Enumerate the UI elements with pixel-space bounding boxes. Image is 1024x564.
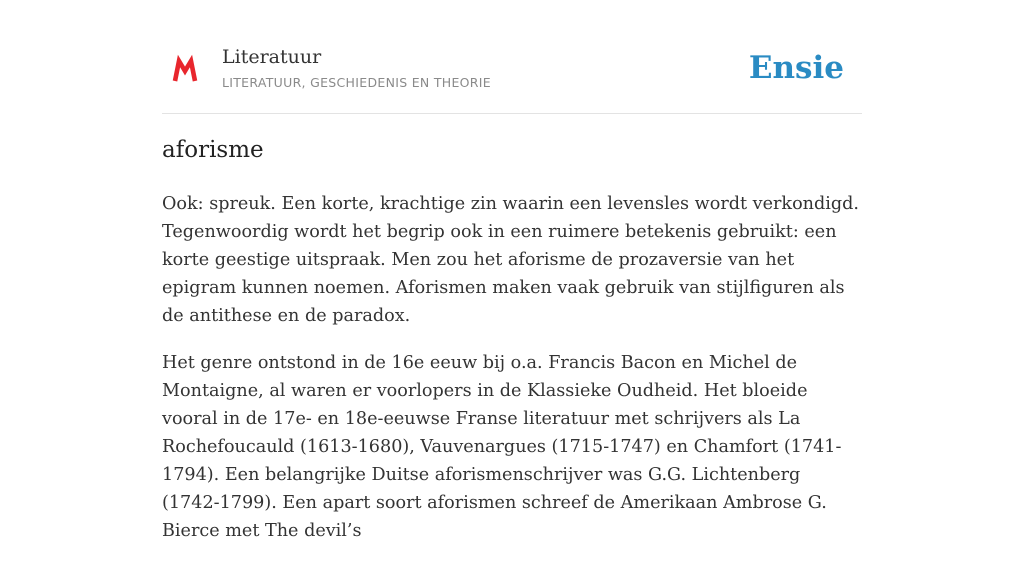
site-title[interactable]: Literatuur	[222, 46, 322, 68]
content-column	[162, 0, 862, 541]
article-paragraph: Ook: spreuk. Een korte, krachtige zin waarin een levensles wordt verkondigd. Tegenwoordig wordt het begrip ook in een ruimere betekenis gebruikt: een korte geestige uitspraak. Men zou het aforisme de prozaversie van het epigram kunnen noemen. Aforismen maken vaak gebruik van stijlfiguren als de antithese en de paradox.	[162, 194, 860, 326]
article-title: aforisme	[162, 137, 264, 163]
site-header	[162, 0, 862, 114]
m-logo-icon[interactable]	[172, 57, 198, 83]
article-body	[162, 190, 862, 564]
article-paragraph: Het genre ontstond in de 16e eeuw bij o.a. Francis Bacon en Michel de Montaigne, al waren er voorlopers in de Klassieke Oudheid. Het bloeide vooral in de 17e- en 18e-eeuwse Franse literatuur met schrijvers als La Rochefoucauld (1613-1680), Vauvenargues (1715-1747) en Chamfort (1741-1794). Een belangrijke Duitse aforismenschrijver was G.G. Lichtenberg (1742-1799). Een apart soort aforismen schreef de Amerikaan Ambrose G. Bierce met The devil’s	[162, 353, 842, 541]
brand-logo[interactable]: Ensie	[748, 50, 844, 86]
site-subtitle: LITERATUUR, GESCHIEDENIS EN THEORIE	[222, 75, 491, 90]
